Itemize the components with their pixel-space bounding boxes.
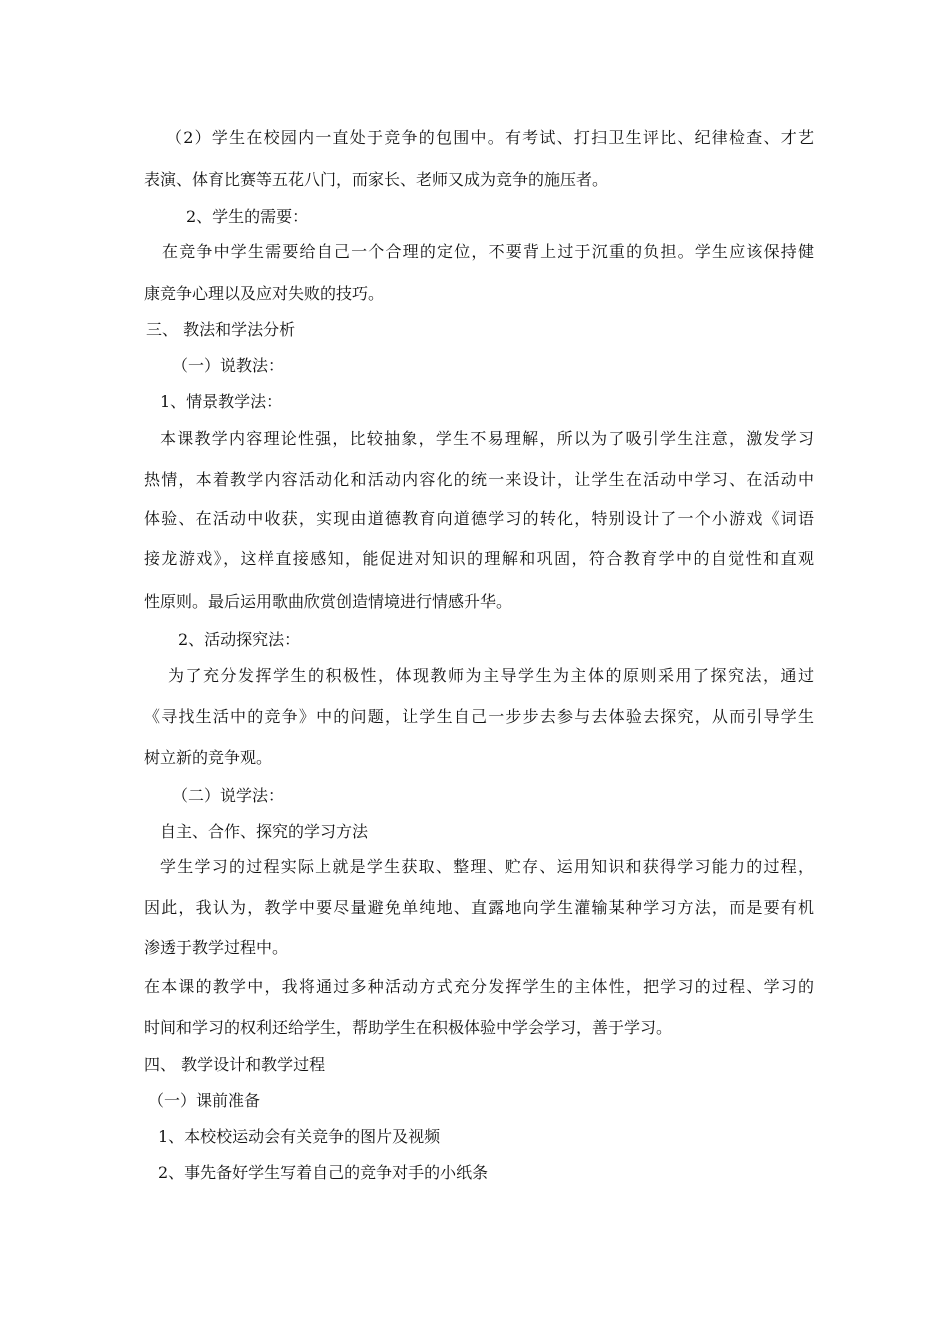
paragraph-line: 本课教学内容理论性强，比较抽象，学生不易理解，所以为了吸引学生注意，激发学习 [160, 429, 814, 448]
paragraph-line: 渗透于教学过程中。 [144, 938, 289, 957]
section-heading: 2、学生的需要： [186, 207, 309, 226]
paragraph-line: 在本课的教学中，我将通过多种活动方式充分发挥学生的主体性，把学习的过程、学习的 [144, 977, 814, 996]
paragraph-line: 学生学习的过程实际上就是学生获取、整理、贮存、运用知识和获得学习能力的过程， [160, 857, 814, 876]
paragraph-line: 树立新的竞争观。 [144, 748, 273, 767]
paragraph-line: 接龙游戏》，这样直接感知，能促进对知识的理解和巩固，符合教育学中的自觉性和直观 [144, 549, 814, 568]
subsection-heading: 自主、合作、探究的学习方法 [160, 822, 369, 841]
paragraph-line: 为了充分发挥学生的积极性，体现教师为主导学生为主体的原则采用了探究法，通过 [168, 666, 814, 685]
section-heading: 四、 教学设计和教学过程 [144, 1055, 326, 1074]
paragraph-line: 热情，本着教学内容活动化和活动内容化的统一来设计，让学生在活动中学习、在活动中 [144, 470, 814, 489]
subsection-heading: （一）说教法： [172, 356, 285, 375]
paragraph-line: 时间和学习的权利还给学生，帮助学生在积极体验中学会学习，善于学习。 [144, 1018, 673, 1037]
list-item: 1、本校校运动会有关竞争的图片及视频 [158, 1127, 441, 1146]
subsection-heading: （一）课前准备 [148, 1091, 261, 1110]
paragraph-line: 性原则。最后运用歌曲欣赏创造情境进行情感升华。 [144, 592, 513, 611]
paragraph-line: 因此，我认为，教学中要尽量避免单纯地、直露地向学生灌输某种学习方法，而是要有机 [144, 898, 814, 917]
paragraph-line: （2）学生在校园内一直处于竞争的包围中。有考试、打扫卫生评比、纪律检查、才艺 [166, 128, 814, 147]
paragraph-line: 体验、在活动中收获，实现由道德教育向道德学习的转化，特别设计了一个小游戏《词语 [144, 509, 814, 528]
section-heading: 三、 教法和学法分析 [146, 320, 296, 339]
list-item: 2、事先备好学生写着自己的竞争对手的小纸条 [158, 1163, 489, 1182]
paragraph-line: 康竞争心理以及应对失败的技巧。 [144, 284, 385, 303]
subsection-heading: （二）说学法： [172, 786, 285, 805]
paragraph-line: 表演、体育比赛等五花八门，而家长、老师又成为竞争的施压者。 [144, 170, 609, 189]
subsection-heading: 1、情景教学法： [160, 392, 283, 411]
paragraph-line: 在竞争中学生需要给自己一个合理的定位，不要背上过于沉重的负担。学生应该保持健 [162, 242, 814, 261]
subsection-heading: 2、活动探究法： [178, 630, 301, 649]
paragraph-line: 《寻找生活中的竞争》中的问题，让学生自己一步步去参与去体验去探究，从而引导学生 [144, 707, 814, 726]
